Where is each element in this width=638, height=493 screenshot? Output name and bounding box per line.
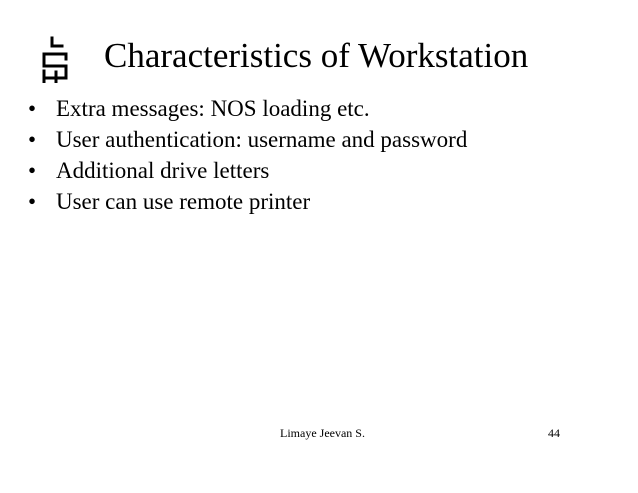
bullet-item [28, 95, 467, 123]
bullet-item [28, 188, 467, 216]
bullet-item [28, 157, 467, 185]
bullet-text: Extra messages: NOS loading etc. [56, 96, 370, 121]
bullet-dot-icon: • [28, 96, 37, 121]
footer-author: Limaye Jeevan S. [280, 426, 365, 440]
meander-glyph-icon [40, 35, 72, 83]
bullet-text: Additional drive letters [56, 158, 270, 183]
bullet-list [28, 95, 467, 219]
bullet-dot-icon: • [28, 189, 37, 214]
bullet-item [28, 126, 467, 154]
slide-title: Characteristics of Workstation [104, 36, 529, 75]
bullet-text: User authentication: username and password [56, 127, 468, 152]
page-number: 44 [548, 426, 560, 440]
bullet-dot-icon: • [28, 158, 37, 183]
bullet-dot-icon: • [28, 127, 37, 152]
bullet-text: User can use remote printer [56, 189, 311, 214]
